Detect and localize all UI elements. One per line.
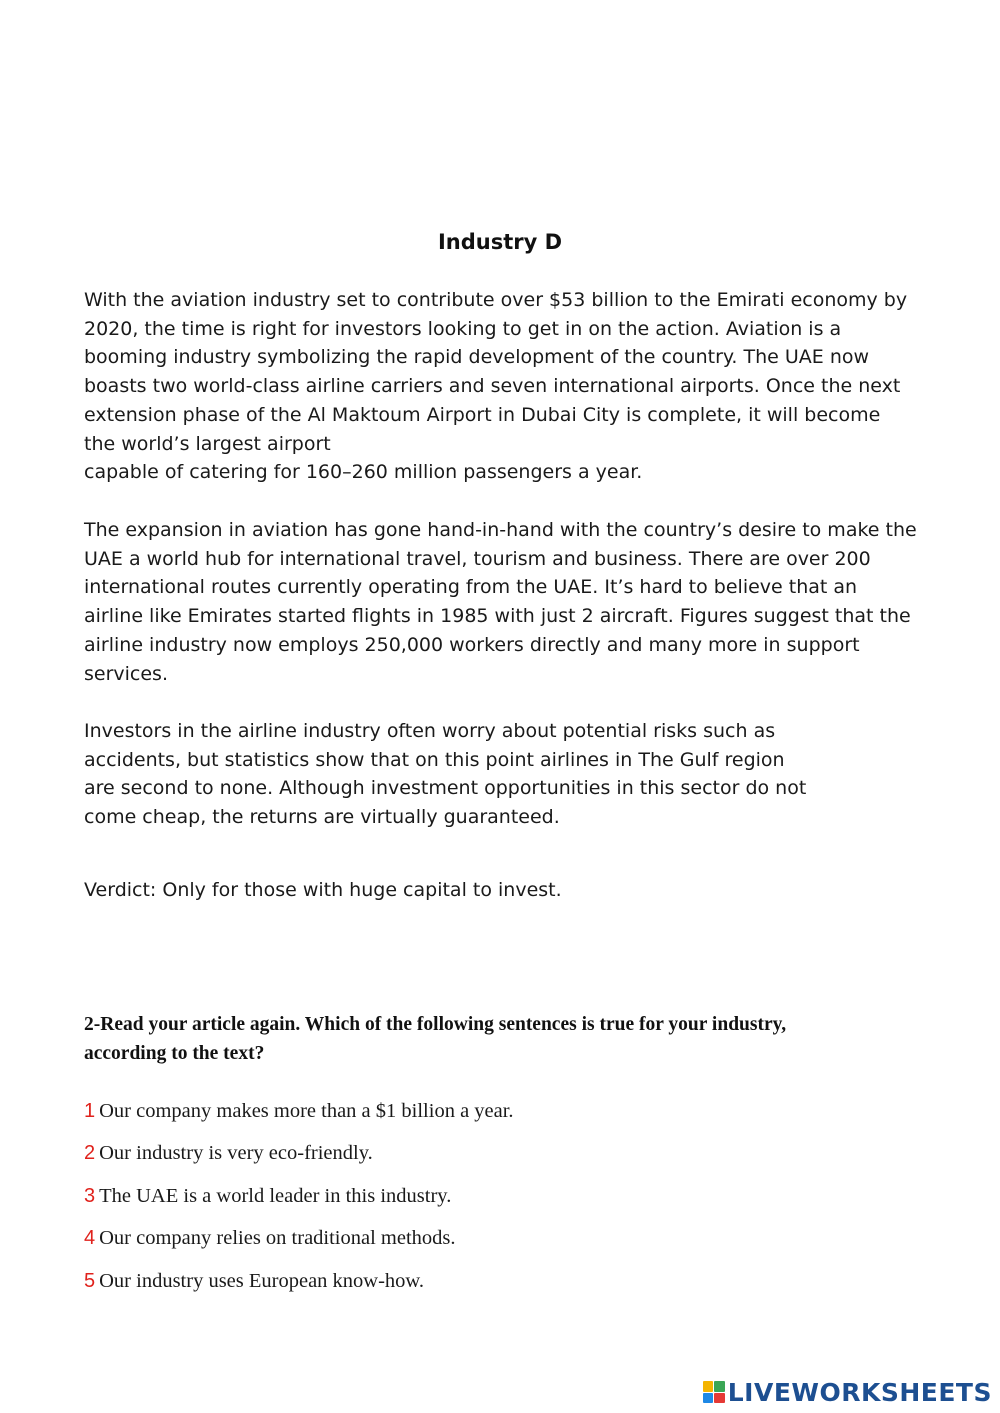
text-line: booming industry symbolizing the rapid development of the country. The UAE now — [84, 346, 870, 369]
logo-square — [703, 1381, 714, 1392]
answer-option-4[interactable] — [84, 1218, 514, 1261]
answer-option-3[interactable] — [84, 1175, 514, 1218]
option-text: Our industry is very eco-friendly. — [99, 1142, 373, 1165]
text-line: international routes currently operating from the UAE. It’s hard to believe that an — [84, 576, 858, 599]
option-number: 1 — [84, 1099, 96, 1122]
option-number: 4 — [84, 1227, 96, 1250]
article-paragraph-3 — [84, 717, 806, 832]
logo-square — [714, 1393, 725, 1404]
text-line: boasts two world-class airline carriers and seven international airports. Once the next — [84, 375, 901, 398]
text-line: come cheap, the returns are virtually guaranteed. — [84, 806, 560, 829]
answer-options-list — [84, 1090, 514, 1303]
option-number: 3 — [84, 1184, 96, 1207]
option-text: The UAE is a world leader in this industry. — [99, 1184, 452, 1207]
logo-square — [714, 1381, 725, 1392]
text-line: extension phase of the Al Maktoum Airport in Dubai City is complete, it will become — [84, 403, 881, 426]
option-number: 5 — [84, 1269, 96, 1292]
text-line: The expansion in aviation has gone hand-in-hand with the country’s desire to make the — [84, 519, 917, 541]
brand-name: LIVEWORKSHEETS — [727, 1377, 992, 1407]
text-line: accidents, but statistics show that on this point airlines in The Gulf region — [84, 748, 785, 771]
text-line: 2020, the time is right for investors looking to get in on the action. Aviation is a — [84, 317, 842, 340]
text-line: services. — [84, 662, 168, 685]
text-line: 2-Read your article again. Which of the following sentences is true for your industry, — [84, 1014, 787, 1035]
text-line: airline industry now employs 250,000 workers directly and many more in support — [84, 633, 860, 656]
text-line: Investors in the airline industry often worry about potential risks such as — [84, 720, 776, 742]
answer-option-1[interactable] — [84, 1090, 514, 1133]
liveworksheets-brand — [703, 1377, 992, 1407]
question-prompt — [84, 1010, 924, 1068]
article-paragraph-2 — [84, 516, 917, 688]
article-paragraph-1 — [84, 286, 907, 487]
option-text: Our industry uses European know-how. — [99, 1269, 425, 1292]
text-line: according to the text? — [84, 1043, 265, 1064]
article-title: Industry D — [437, 230, 563, 254]
text-line: airline like Emirates started flights in 1985 with just 2 aircraft. Figures suggest that the — [84, 605, 911, 628]
option-text: Our company makes more than a $1 billion a year. — [99, 1099, 514, 1122]
verdict-text — [84, 876, 562, 905]
text-line: capable of catering for 160–260 million passengers a year. — [84, 461, 643, 484]
text-line: UAE a world hub for international travel, tourism and business. There are over 200 — [84, 547, 871, 570]
text-line: Verdict: Only for those with huge capital to invest. — [84, 879, 562, 901]
text-line: the world’s largest airport — [84, 432, 331, 455]
option-number: 2 — [84, 1142, 96, 1165]
answer-option-5[interactable] — [84, 1260, 514, 1303]
text-line: With the aviation industry set to contribute over $53 billion to the Emirati economy by — [84, 289, 908, 311]
logo-square — [703, 1393, 714, 1404]
text-line: are second to none. Although investment opportunities in this sector do not — [84, 777, 807, 800]
liveworksheets-logo-icon — [703, 1381, 725, 1403]
option-text: Our company relies on traditional methods. — [99, 1227, 456, 1250]
answer-option-2[interactable] — [84, 1133, 514, 1176]
